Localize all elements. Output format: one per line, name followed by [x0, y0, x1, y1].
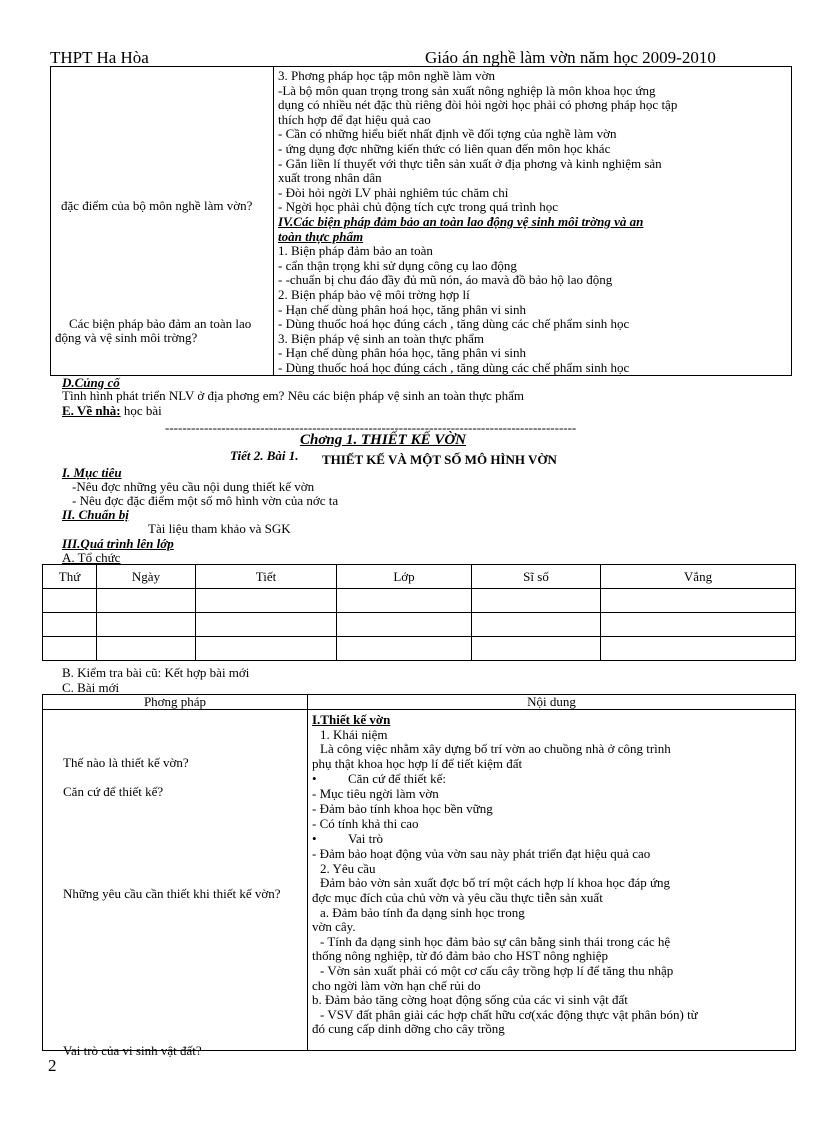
- question-design-basis: Căn cứ để thiết kế?: [63, 784, 164, 799]
- text-line: - Đòi hỏi ngời LV phải nghiêm túc chăm chỉ: [278, 185, 509, 200]
- text-line: Là công việc nhằm xây dựng bố trí vờn ao chuồng nhà ở công trình: [320, 742, 671, 757]
- header-cell: Vắng: [601, 565, 796, 589]
- section-heading-iv: IV.Các biện pháp đảm bảo an toàn lao động vệ sinh môi trờng và an: [278, 214, 644, 229]
- preparation-title: II. Chuẩn bị: [62, 507, 129, 522]
- attendance-table: [42, 564, 796, 661]
- section-d-text: Tình hình phát triển NLV ở địa phơng em? Nêu các biện pháp vệ sinh an toàn thực phẩm: [62, 388, 524, 403]
- text-line: 2. Yêu cầu: [320, 861, 376, 876]
- process-a: A. Tổ chức: [62, 550, 121, 565]
- text-line: 2. Biện pháp bảo vệ môi trờng hợp lí: [278, 287, 470, 302]
- divider: -----------------------------------------------------------------------------------------------: [165, 421, 577, 435]
- cell: [196, 637, 337, 661]
- text-line: vờn cây.: [312, 920, 356, 935]
- header-cell: Thứ: [43, 565, 97, 589]
- text-line: - Ngời học phải chủ động tích cực trong quá trình học: [278, 200, 558, 215]
- text-line: -Là bộ môn quan trọng trong sản xuất nông nghiệp là môn khoa học ứng: [278, 83, 656, 98]
- bullet-icon: •: [312, 771, 317, 787]
- cell: [43, 589, 97, 613]
- chapter-title: Chơng 1. THIẾT KẾ VỜN: [300, 432, 467, 448]
- cell: [97, 613, 196, 637]
- preparation-text: Tài liệu tham khảo và SGK: [148, 521, 291, 536]
- header-cell: Tiết: [196, 565, 337, 589]
- objective-item: - Nêu đợc đặc điểm một số mô hình vờn của nớc ta: [72, 493, 339, 508]
- header-cell: Ngày: [97, 565, 196, 589]
- page-number: 2: [48, 1056, 57, 1075]
- text-line: đợc mục đích của chủ vờn và yêu cầu thực tiễn sản xuất: [312, 890, 603, 905]
- objective-item: -Nêu đợc những yêu cầu nội dung thiết kế vờn: [72, 479, 315, 494]
- content-cell: [308, 710, 796, 1051]
- text-line: - ứng dụng đợc những kiến thức có liên quan đến môn học khác: [278, 141, 611, 156]
- header-cell: Lớp: [337, 565, 472, 589]
- cell: [196, 589, 337, 613]
- text-line: - Vờn sản xuất phải có một cơ cấu cây trồng hợp lí để tăng thu nhập: [320, 963, 674, 978]
- text-line: cho ngời làm vờn hạn chế rủi do: [312, 978, 481, 993]
- top-table-left-cell: [51, 67, 274, 376]
- text-line: Đảm bảo vờn sản xuất đợc bố trí một cách hợp lí khoa học đáp ứng: [320, 876, 671, 891]
- text-line: đó cung cấp dinh dỡng cho cây trồng: [312, 1022, 505, 1037]
- header-cell: Sĩ số: [472, 565, 601, 589]
- text-line: 1. Khái niệm: [320, 727, 388, 742]
- text-line: - Dùng thuốc hoá học đúng cách , tăng dùng các chế phẩm sinh học: [278, 360, 630, 375]
- section-c: C. Bài mới: [62, 680, 120, 695]
- section-e: [62, 404, 162, 418]
- text-line: xuất trong nhân dân: [278, 171, 382, 186]
- top-table: [50, 66, 792, 376]
- cell: [601, 613, 796, 637]
- text-line: - Đảm bảo hoạt động vủa vờn sau này phát triển đạt hiệu quả cao: [312, 847, 651, 862]
- text-line: - Đảm bảo tính khoa học bền vững: [312, 801, 493, 816]
- text-line: 3. Phơng pháp học tập môn nghề làm vờn: [278, 69, 496, 83]
- section-b: B. Kiểm tra bài cũ: Kết hợp bài mới: [62, 665, 250, 680]
- question-safety-measures: Các biện pháp bảo đảm an toàn lao động và vệ sinh môi trờng?: [55, 316, 252, 345]
- section-e-title: E. Về nhà:: [62, 403, 121, 418]
- cell: [196, 613, 337, 637]
- text-line: - Cần có những hiểu biết nhất định về đối tợng của nghề làm vờn: [278, 127, 617, 142]
- cell: [601, 637, 796, 661]
- text-line: 3. Biện pháp vệ sinh an toàn thực phẩm: [278, 331, 484, 346]
- lesson-table: [42, 694, 796, 1058]
- text-line: a. Đảm bảo tính đa dạng sinh học trong: [320, 905, 525, 920]
- content-heading: I.Thiết kế vờn: [312, 713, 391, 727]
- cell: [97, 589, 196, 613]
- text-line: - Có tính khả thi cao: [312, 816, 419, 831]
- process-title: III.Quá trình lên lớp: [62, 536, 174, 551]
- bullet-icon: •: [312, 831, 317, 847]
- cell: [43, 637, 97, 661]
- question-subject-features: đặc điểm của bộ môn nghề làm vờn?: [61, 198, 253, 213]
- lesson-label: Tiết 2. Bài 1.: [230, 448, 299, 463]
- question-microbe-role: Vai trò của vi sinh vật đất?: [63, 1043, 202, 1058]
- text-line: - VSV đất phân giải các hợp chất hữu cơ(xác động thực vật phân bón) từ: [320, 1007, 698, 1022]
- text-line: - Mục tiêu ngời làm vờn: [312, 787, 439, 802]
- cell: [337, 637, 472, 661]
- bullet-line: • Căn cứ để thiết kế:: [312, 771, 447, 787]
- method-cell: [43, 710, 308, 1058]
- text-line: - Dùng thuốc hoá học đúng cách , tăng dùng các chế phẩm sinh học: [278, 317, 630, 332]
- plan-title: Giáo án nghề làm vờn năm học 2009-2010: [425, 48, 716, 67]
- cell: [472, 637, 601, 661]
- question-requirements: Những yêu cầu cần thiết khi thiết kế vờn?: [63, 886, 281, 901]
- text-line: - Hạn chế dùng phân hoá học, tăng phân vi sinh: [278, 302, 527, 317]
- top-table-right-cell: [274, 67, 792, 376]
- school-name: THPT Ha Hòa: [50, 48, 149, 67]
- objectives-title: I. Mục tiêu: [62, 465, 122, 480]
- cell: [472, 613, 601, 637]
- text-line: thống nông nghiệp, từ đó đảm bảo cho HST nông nghiệp: [312, 949, 609, 964]
- col-header-content: Nội dung: [308, 695, 796, 710]
- text-line: - Hạn chế dùng phân hóa học, tăng phân vi sinh: [278, 346, 527, 361]
- cell: [337, 613, 472, 637]
- table-row: [43, 637, 796, 661]
- cell: [337, 589, 472, 613]
- text-line: b. Đảm bảo tăng cờng hoạt động sống của các vi sinh vật đất: [312, 993, 628, 1008]
- section-d-title: D.Củng cố: [62, 375, 120, 390]
- question-garden-design: Thế nào là thiết kế vờn?: [63, 755, 189, 770]
- text-line: - -chuẩn bị chu đáo đầy đủ mũ nón, áo mavà đồ bảo hộ lao động: [278, 273, 613, 288]
- text-line: - cẩn thận trọng khi sử dụng công cụ lao động: [278, 258, 517, 273]
- table-row: [43, 589, 796, 613]
- section-e-text: học bài: [120, 403, 162, 418]
- cell: [43, 613, 97, 637]
- text-line: phụ thật khoa học hợp lí để tiết kiệm đất: [312, 756, 523, 771]
- text-line: dụng có nhiều nét đặc thù riêng đòi hỏi ngời học phải có phơng pháp học tập: [278, 98, 678, 113]
- cell: [97, 637, 196, 661]
- col-header-method: Phơng pháp: [43, 695, 308, 710]
- table-row: [43, 613, 796, 637]
- text-line: thích hợp để đạt hiệu quả cao: [278, 112, 431, 127]
- cell: [472, 589, 601, 613]
- lesson-title: THIẾT KẾ VÀ MỘT SỐ MÔ HÌNH VỜN: [322, 452, 557, 467]
- text-line: - Gắn liền lí thuyết với thực tiễn sản xuất ở địa phơng và kinh nghiệm sản: [278, 156, 662, 171]
- cell: [601, 589, 796, 613]
- text-line: - Tính đa dạng sinh học đảm bảo sự cân bằng sinh thái trong các hệ: [320, 934, 671, 949]
- bullet-line: • Vai trò: [312, 831, 384, 847]
- section-heading-iv-cont: toàn thực phẩm: [278, 229, 364, 244]
- text-line: 1. Biện pháp đảm bảo an toàn: [278, 244, 433, 259]
